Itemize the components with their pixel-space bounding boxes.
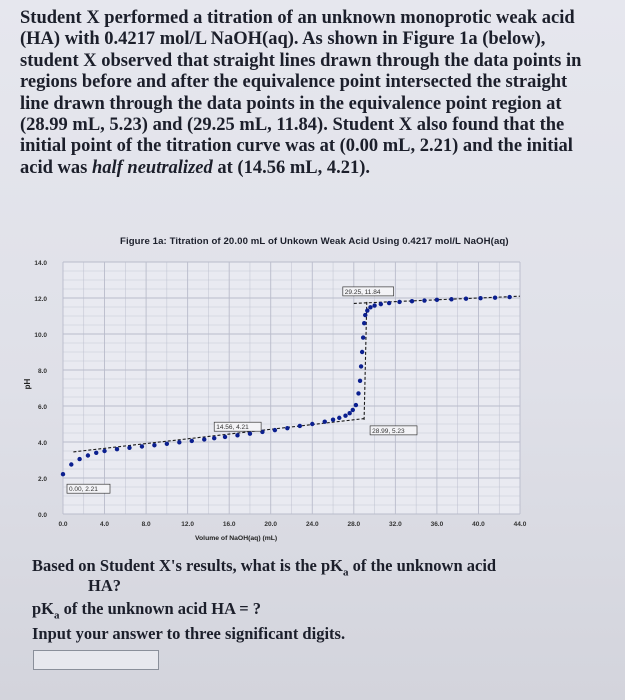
problem-italic-text: half neutralized	[91, 157, 213, 178]
data-point	[127, 446, 131, 450]
data-point	[360, 350, 364, 354]
data-point	[365, 308, 369, 312]
y-axis-label: pH	[23, 378, 32, 390]
x-tick-label: 40.0	[472, 521, 485, 528]
question-pka-end: of the unknown acid HA = ?	[59, 599, 262, 618]
data-point	[285, 426, 289, 430]
x-tick-label: 0.0	[58, 521, 68, 528]
data-point	[140, 444, 144, 448]
x-tick-label: 36.0	[430, 521, 444, 528]
question-text-end: of the unknown acid	[348, 556, 497, 575]
data-point	[310, 422, 314, 426]
data-point	[397, 300, 401, 304]
y-tick-label: 14.0	[34, 260, 47, 267]
data-point	[368, 305, 372, 309]
data-point	[343, 414, 347, 418]
data-point	[94, 451, 98, 455]
data-point	[435, 298, 439, 302]
data-point	[507, 295, 511, 299]
data-point	[86, 453, 90, 457]
data-point	[152, 443, 156, 447]
data-point	[464, 297, 468, 301]
y-tick-label: 2.0	[37, 476, 47, 483]
data-point	[372, 303, 376, 307]
data-point	[379, 302, 383, 306]
data-point	[359, 364, 363, 368]
data-point	[449, 297, 453, 301]
data-point	[478, 296, 482, 300]
y-tick-label: 0.0	[37, 512, 47, 519]
problem-text-end: at (14.56 mL, 4.21).	[212, 157, 370, 178]
data-point	[273, 428, 277, 432]
data-point	[354, 403, 358, 407]
data-point	[356, 391, 360, 395]
data-point	[422, 298, 426, 302]
data-point	[410, 299, 414, 303]
y-tick-label: 6.0	[37, 404, 47, 411]
x-tick-label: 20.0	[264, 521, 278, 528]
data-label: 0.00, 2.21	[69, 486, 98, 494]
data-point	[235, 433, 239, 437]
data-point	[102, 449, 106, 453]
y-tick-label: 8.0	[37, 368, 47, 375]
data-point	[323, 419, 327, 423]
data-point	[77, 457, 81, 461]
data-point	[202, 437, 206, 441]
data-label: 14.56, 4.21	[216, 424, 249, 432]
question-line-3	[32, 599, 261, 621]
data-point	[61, 472, 65, 476]
data-point	[347, 411, 351, 415]
data-point	[69, 462, 73, 466]
data-point	[493, 295, 497, 299]
x-tick-label: 28.0	[347, 521, 361, 528]
data-point	[363, 313, 367, 317]
question-pka-text: pK	[32, 599, 55, 618]
x-tick-label: 44.0	[513, 521, 527, 528]
y-tick-label: 10.0	[34, 332, 47, 339]
question-line-1	[32, 556, 496, 578]
data-point	[223, 435, 227, 439]
answer-input[interactable]	[33, 650, 159, 670]
x-tick-label: 32.0	[389, 521, 402, 528]
data-label: 29.25, 11.84	[344, 288, 381, 296]
x-tick-label: 16.0	[222, 521, 236, 528]
data-point	[298, 424, 302, 428]
question-line-2: HA?	[88, 576, 121, 595]
data-point	[331, 417, 335, 421]
data-point	[165, 442, 169, 446]
question-text: Based on Student X's results, what is the pK	[32, 556, 343, 575]
data-point	[361, 335, 365, 339]
x-tick-label: 4.0	[100, 521, 110, 528]
y-tick-label: 4.0	[37, 440, 47, 447]
data-point	[212, 436, 216, 440]
data-point	[358, 379, 362, 383]
question-pka-subscript: a	[54, 609, 60, 622]
problem-text: Student X performed a titration of an unknown monoprotic weak acid (HA) with 0.4217 mol/L NaOH(aq). As shown in Figure 1a (below), student X observed that straight lines drawn through the data points in regions before and after the equivalence point intersected the straight line drawn through the data points in the equivalence point region at (28.99 mL, 5.23) and (29.25 mL, 11.84). Student X also found that the initial point of the titration curve was at (0.00 mL, 2.21) and the initial acid was	[20, 8, 582, 178]
data-point	[387, 301, 391, 305]
x-tick-label: 24.0	[305, 521, 319, 528]
data-point	[177, 440, 181, 444]
data-point	[337, 416, 341, 420]
data-point	[362, 321, 366, 325]
y-tick-label: 12.0	[34, 296, 47, 303]
x-tick-label: 12.0	[181, 521, 194, 528]
data-point	[351, 408, 355, 412]
data-point	[248, 432, 252, 436]
chart-title: Figure 1a: Titration of 20.00 mL of Unkown Weak Acid Using 0.4217 mol/L NaOH(aq)	[120, 236, 509, 247]
instructions: Input your answer to three significant digits.	[32, 624, 346, 643]
data-point	[190, 439, 194, 443]
data-point	[115, 447, 119, 451]
data-label: 28.99, 5.23	[372, 427, 405, 435]
x-tick-label: 8.0	[141, 521, 151, 528]
x-axis-label: Volume of NaOH(aq) (mL)	[195, 535, 278, 542]
question-subscript: a	[342, 566, 349, 579]
